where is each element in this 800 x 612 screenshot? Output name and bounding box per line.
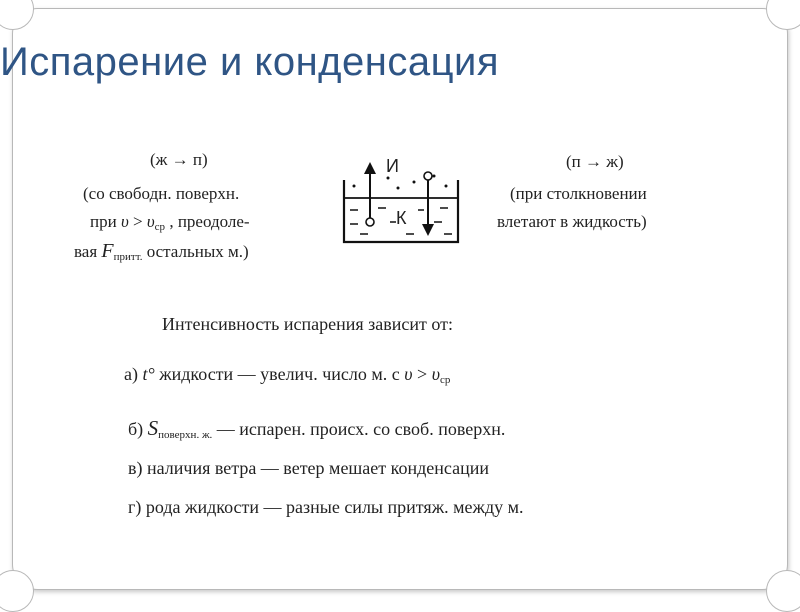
vessel-diagram [336, 158, 466, 250]
condensation-label: К [396, 208, 407, 228]
factor-d: г) рода жидкости — разные силы притяж. между м. [128, 497, 524, 517]
evaporation-line-3: вая $F_{притт.}$ остальных м.) [74, 240, 249, 263]
factor-a: а) t° жидкости — увелич. число м. с $\upsilon > \upsilon_{ср}$ [124, 364, 451, 386]
frame-corner-decoration [0, 570, 34, 612]
condensation-line-2: влетают в жидкость) [497, 212, 647, 231]
evaporation-line-2: при $\upsilon > \upsilon_{ср}$ , преодоле- [90, 212, 250, 233]
condensation-direction: (п → ж) [566, 152, 624, 171]
condensation-line-1: (при столкновении [510, 184, 647, 203]
evaporation-direction: (ж → п) [150, 150, 208, 169]
factors-heading: Интенсивность испарения зависит от: [162, 314, 454, 334]
factor-b: б) $S_{поверхн. ж.}$ — испарен. происх. со своб. поверхн. [128, 416, 506, 441]
evaporation-line-1: (со свободн. поверхн. [83, 184, 240, 203]
evaporation-label: И [386, 156, 399, 176]
evaporation-condensation-diagram [336, 158, 466, 250]
frame-corner-decoration [766, 570, 800, 612]
factor-c: в) наличия ветра — ветер мешает конденсации [128, 458, 489, 478]
slide-title: Испарение и конденсация [0, 40, 500, 84]
